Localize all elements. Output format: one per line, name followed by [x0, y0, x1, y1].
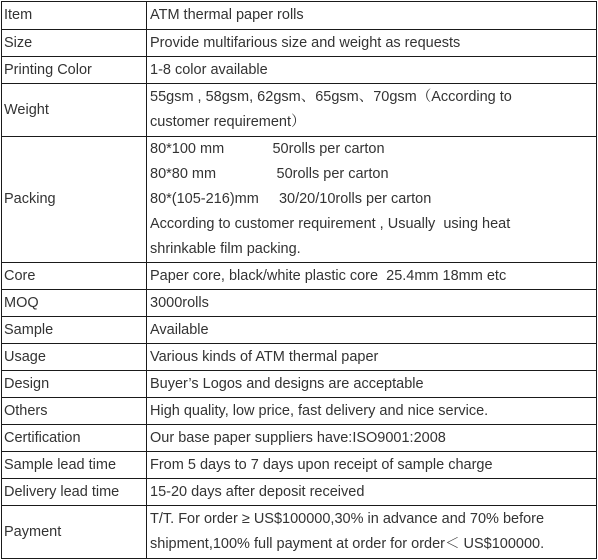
value-line: 80*100 mm 50rolls per carton	[150, 141, 385, 157]
row-key-weight: Weight	[2, 84, 147, 137]
table-row-weight	[2, 84, 597, 137]
row-key-packing: Packing	[2, 137, 147, 263]
row-key-printing-color: Printing Color	[2, 57, 147, 84]
value-line: 15-20 days after deposit received	[150, 483, 365, 500]
row-value-printing-color	[147, 57, 597, 84]
row-key-sample-lead-time: Sample lead time	[2, 452, 147, 479]
table-row-item	[2, 2, 597, 30]
value-line: Various kinds of ATM thermal paper	[150, 348, 379, 365]
value-line: ATM thermal paper rolls	[150, 7, 304, 23]
value-line: 80*(105-216)mm 30/20/10rolls per carton	[150, 191, 432, 207]
value-line: T/T. For order ≥ US$100000,30% in advance and 70% before	[150, 511, 545, 527]
value-line: 3000rolls	[150, 294, 209, 311]
table-row-size	[2, 30, 597, 57]
table-row-sample	[2, 317, 597, 344]
table-row-payment	[2, 506, 597, 559]
value-line: Available	[150, 321, 209, 338]
value-line: shrinkable film packing.	[150, 241, 301, 257]
value-line: High quality, low price, fast delivery and nice service.	[150, 402, 489, 419]
row-value-design	[147, 371, 597, 398]
table-row-core	[2, 263, 597, 290]
row-key-size: Size	[2, 30, 147, 57]
row-value-sample-lead-time	[147, 452, 597, 479]
row-key-others: Others	[2, 398, 147, 425]
row-key-moq: MOQ	[2, 290, 147, 317]
table-row-design	[2, 371, 597, 398]
value-line: Our base paper suppliers have:ISO9001:2008	[150, 429, 446, 446]
value-line: From 5 days to 7 days upon receipt of sample charge	[150, 456, 493, 473]
value-line: 80*80 mm 50rolls per carton	[150, 166, 389, 182]
value-line: 55gsm , 58gsm, 62gsm、65gsm、70gsm（According to	[150, 89, 512, 105]
table-row-others	[2, 398, 597, 425]
row-value-payment	[147, 506, 597, 559]
value-line: Buyer’s Logos and designs are acceptable	[150, 375, 424, 392]
spec-table	[1, 1, 597, 559]
row-value-usage	[147, 344, 597, 371]
value-line: 1-8 color available	[150, 61, 268, 78]
row-key-delivery-lead-time: Delivery lead time	[2, 479, 147, 506]
table-row-moq	[2, 290, 597, 317]
row-value-delivery-lead-time	[147, 479, 597, 506]
table-row-delivery-lead-time	[2, 479, 597, 506]
row-key-design: Design	[2, 371, 147, 398]
value-line: shipment,100% full payment at order for order＜ US$100000.	[150, 536, 545, 552]
table-row-sample-lead-time	[2, 452, 597, 479]
value-line: Paper core, black/white plastic core 25.4mm 18mm etc	[150, 267, 507, 284]
row-value-sample	[147, 317, 597, 344]
row-key-payment: Payment	[2, 506, 147, 559]
value-line: According to customer requirement , Usually using heat	[150, 216, 511, 232]
row-key-core: Core	[2, 263, 147, 290]
row-key-sample: Sample	[2, 317, 147, 344]
row-value-weight	[147, 84, 597, 137]
row-value-size	[147, 30, 597, 57]
table-row-packing	[2, 137, 597, 263]
row-value-others	[147, 398, 597, 425]
row-key-item: Item	[2, 2, 147, 30]
table-row-printing-color	[2, 57, 597, 84]
row-value-item	[147, 2, 597, 30]
value-line: Provide multifarious size and weight as requests	[150, 34, 461, 51]
row-value-certification	[147, 425, 597, 452]
table-row-usage	[2, 344, 597, 371]
row-value-moq	[147, 290, 597, 317]
value-line: customer requirement）	[150, 114, 306, 130]
row-key-certification: Certification	[2, 425, 147, 452]
table-row-certification	[2, 425, 597, 452]
row-key-usage: Usage	[2, 344, 147, 371]
row-value-core	[147, 263, 597, 290]
row-value-packing	[147, 137, 597, 263]
